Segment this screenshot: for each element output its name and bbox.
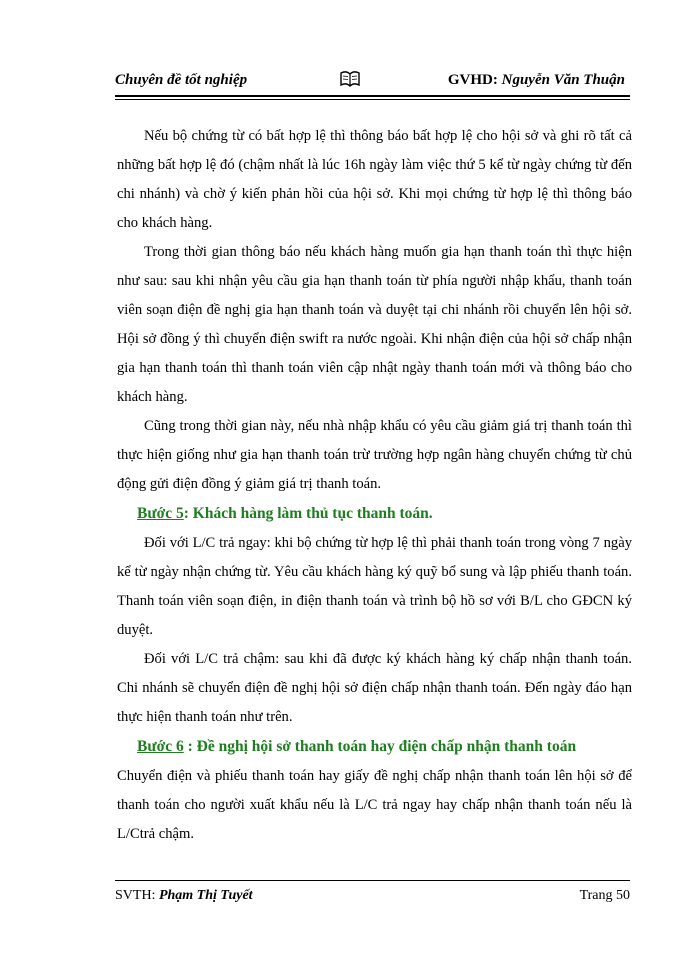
step-5-title: : Khách hàng làm thủ tục thanh toán.	[183, 505, 433, 522]
paragraph: Trong thời gian thông báo nếu khách hàng muốn gia hạn thanh toán thì thực hiện như sau: sau khi nhận yêu cầu gia hạn thanh toán từ phía người nhập khẩu, thanh toán viên soạn điện đề nghị gia hạn thanh toán và duyệt tại chi nhánh rồi chuyển lên hội sở. Hội sở đồng ý thì chuyển điện swift ra nước ngoài. Khi nhận điện của hội sở chấp nhận gia hạn thanh toán thì thanh toán viên cập nhật ngày thanh toán mới và thông báo cho khách hàng.	[117, 244, 632, 405]
page-header	[115, 70, 625, 92]
footer-rule	[115, 880, 630, 881]
page-number: Trang 50	[579, 888, 630, 903]
header-advisor	[448, 72, 625, 89]
paragraph: Đối với L/C trả ngay: khi bộ chứng từ hợp lệ thì phải thanh toán trong vòng 7 ngày kể từ ngày nhận chứng từ. Yêu cầu khách hàng ký quỹ bổ sung và lập phiếu thanh toán. Thanh toán viên soạn điện, in điện thanh toán và trình bộ hồ sơ với B/L cho GĐCN ký duyệt.	[117, 535, 632, 638]
student-name: Phạm Thị Tuyết	[158, 888, 253, 903]
step-5-label: Bước 5	[137, 505, 184, 522]
student-prefix: SVTH:	[115, 888, 159, 903]
advisor-name: Nguyễn Văn Thuận	[501, 72, 625, 88]
paragraph: Cũng trong thời gian này, nếu nhà nhập khẩu có yêu cầu giảm giá trị thanh toán thì thực hiện giống như gia hạn thanh toán trừ trường hợp ngân hàng chuyển chứng từ chủ động gửi điện đồng ý giảm giá trị thanh toán.	[117, 418, 632, 492]
page-footer	[115, 888, 630, 908]
page-body	[117, 122, 632, 849]
paragraph: Nếu bộ chứng từ có bất hợp lệ thì thông báo bất hợp lệ cho hội sở và ghi rõ tất cả những bất hợp lệ đó (chậm nhất là lúc 16h ngày làm việc thứ 5 kể từ ngày chứng từ đến chi nhánh) và chờ ý kiến phản hồi của hội sở. Khi mọi chứng từ hợp lệ thì thông báo cho khách hàng.	[117, 128, 632, 231]
header-rule-thin	[115, 99, 630, 100]
step-6-label: Bước 6	[137, 738, 184, 755]
book-ornament-icon	[339, 70, 361, 88]
paragraph: Đối với L/C trả chậm: sau khi đã được ký khách hàng ký chấp nhận thanh toán. Chi nhánh sẽ chuyển điện đề nghị hội sở điện chấp nhận thanh toán. Đến ngày đáo hạn thực hiện thanh toán như trên.	[117, 651, 632, 725]
step-6-title: : Đề nghị hội sở thanh toán hay điện chấp nhận thanh toán	[183, 738, 577, 755]
step-5-heading	[117, 499, 632, 529]
advisor-prefix: GVHD:	[447, 72, 502, 88]
paragraph: Chuyển điện và phiếu thanh toán hay giấy đề nghị chấp nhận thanh toán lên hội sở để thanh toán cho người xuất khẩu nếu là L/C trả ngay hay chấp nhận thanh toán nếu là L/Ctrả chậm.	[117, 768, 632, 842]
header-title: Chuyên đề tốt nghiệp	[115, 72, 248, 88]
header-rule	[115, 95, 630, 97]
footer-student	[115, 888, 253, 904]
step-6-heading	[117, 732, 632, 762]
